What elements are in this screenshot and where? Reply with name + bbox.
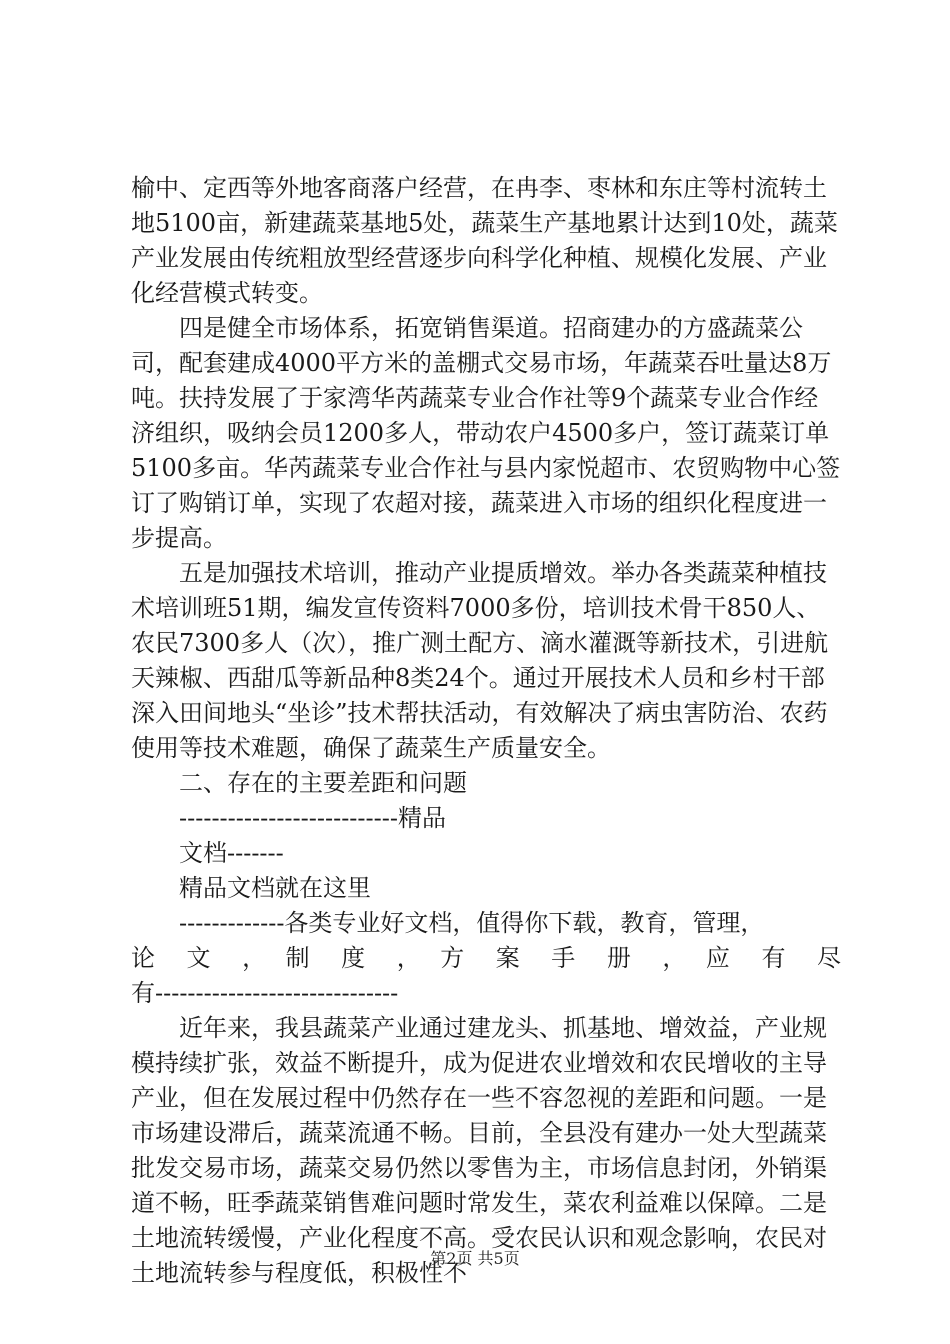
page-footer: 第2页 共5页	[430, 1249, 520, 1268]
paragraph-continuation: 榆中、定西等外地客商落户经营，在冉李、枣林和东庄等村流转土地5100亩，新建蔬菜基地5处，蔬菜生产基地累计达到10处，蔬菜产业发展由传统粗放型经营逐步向科学化种植、规模化发展、产业化经营模式转变。	[131, 174, 838, 307]
watermark-line-4: -------------各类专业好文档，值得你下载，教育，管理，	[179, 909, 765, 937]
watermark-line-3: 精品文档就在这里	[179, 874, 371, 902]
watermark-line-6: 有------------------------------	[131, 979, 399, 1007]
document-body	[131, 171, 841, 1291]
watermark-line-1: ---------------------------精品	[179, 804, 446, 832]
section-heading-problems: 二、存在的主要差距和问题	[179, 769, 467, 797]
paragraph-market-system: 四是健全市场体系，拓宽销售渠道。招商建办的方盛蔬菜公司，配套建成4000平方米的盖棚式交易市场，年蔬菜吞吐量达8万吨。扶持发展了于家湾华芮蔬菜专业合作社等9个蔬菜专业合作经济组织，吸纳会员1200多人，带动农户4500多户，签订蔬菜订单5100多亩。华芮蔬菜专业合作社与县内家悦超市、农贸购物中心签订了购销订单，实现了农超对接，蔬菜进入市场的组织化程度进一步提高。	[131, 314, 841, 552]
watermark-line-5: 论 文 ， 制 度 ， 方 案 手 册 ， 应 有 尽	[131, 944, 841, 972]
paragraph-technical-training: 五是加强技术培训，推动产业提质增效。举办各类蔬菜种植技术培训班51期，编发宣传资料7000多份，培训技术骨干850人、农民7300多人（次），推广测土配方、滴水灌溉等新技术，引进航天辣椒、西甜瓜等新品种8类24个。通过开展技术人员和乡村干部深入田间地头“坐诊”技术帮扶活动，有效解决了病虫害防治、农药使用等技术难题，确保了蔬菜生产质量安全。	[131, 559, 829, 762]
watermark-line-2: 文档-------	[179, 839, 284, 867]
paragraph-recent-years: 近年来，我县蔬菜产业通过建龙头、抓基地、增效益，产业规模持续扩张，效益不断提升，成为促进农业增效和农民增收的主导产业，但在发展过程中仍然存在一些不容忽视的差距和问题。一是市场建设滞后，蔬菜流通不畅。目前，全县没有建办一处大型蔬菜批发交易市场，蔬菜交易仍然以零售为主，市场信息封闭，外销渠道不畅，旺季蔬菜销售难问题时常发生，菜农利益难以保障。二是土地流转缓慢，产业化程度不高。受农民认识和观念影响，农民对土地流转参与程度低，积极性不	[131, 1014, 827, 1287]
